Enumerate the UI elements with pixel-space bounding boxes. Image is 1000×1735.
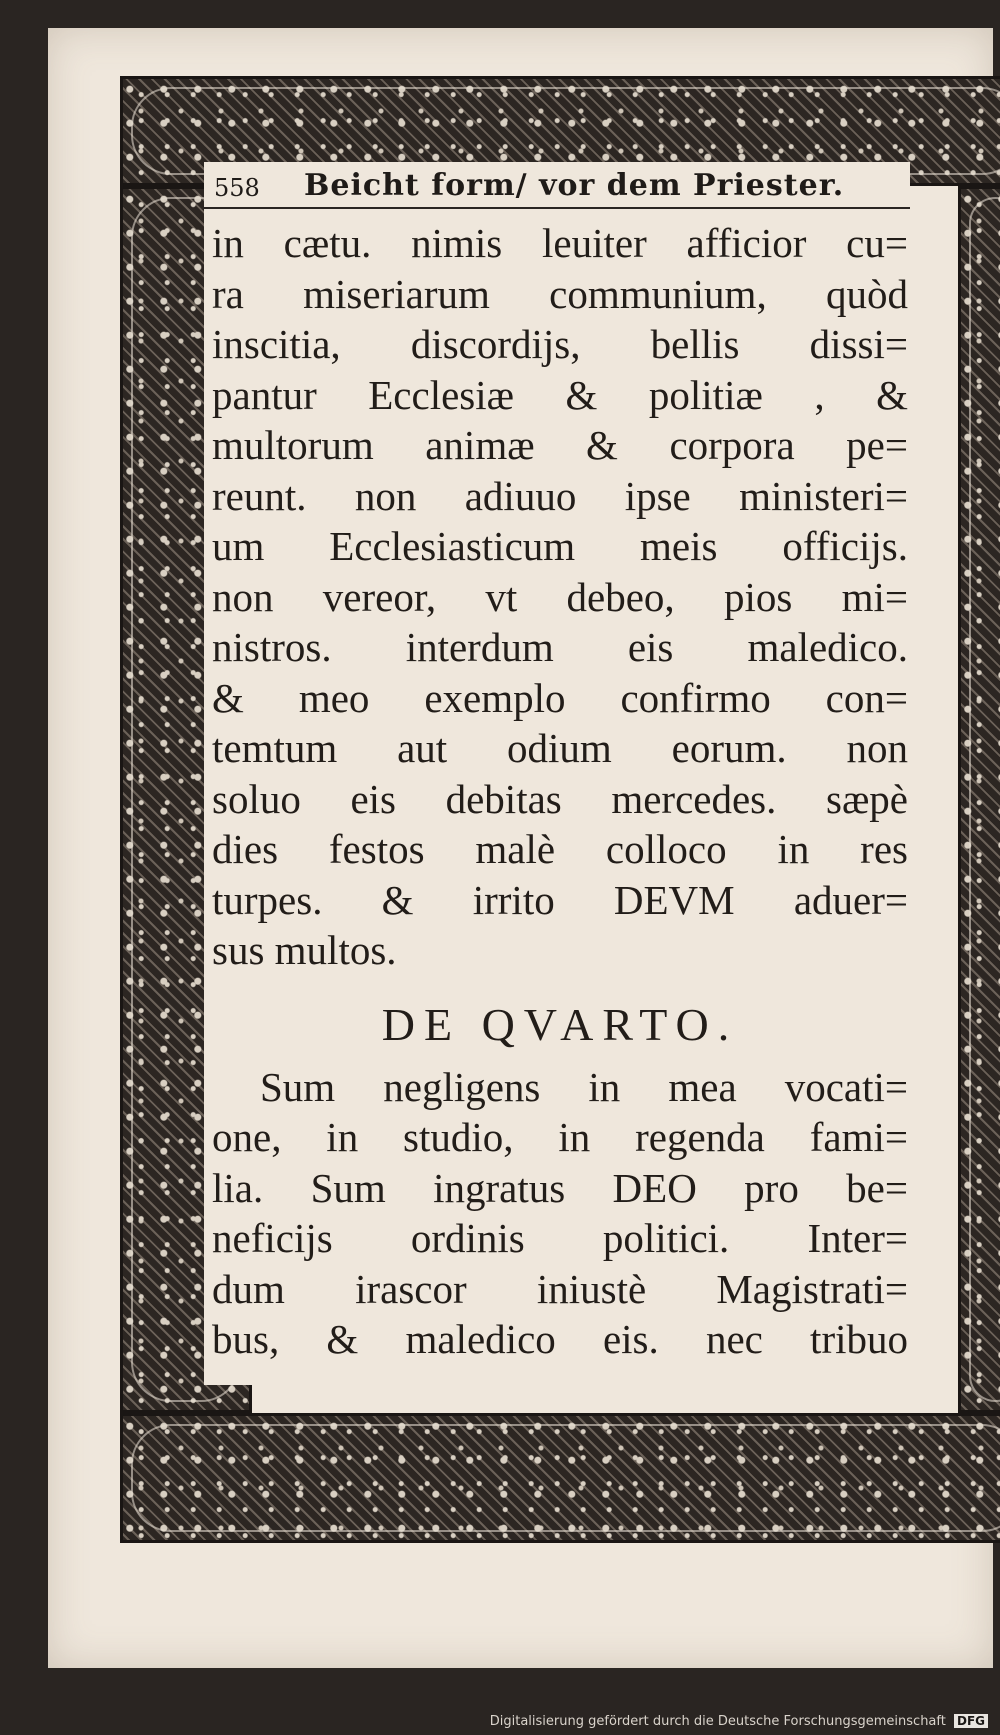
digitization-footer	[490, 1714, 988, 1729]
page-number: 558	[214, 174, 260, 202]
ornament-right-border	[958, 186, 1000, 1413]
text-line: um Ecclesiasticum meis officijs.	[212, 523, 908, 569]
text-line: in cætu. nimis leuiter afficior cu=	[212, 220, 908, 266]
text-line: bus, & maledico eis. nec tribuo	[212, 1316, 908, 1362]
text-line: pantur Ecclesiæ & politiæ , &	[212, 371, 908, 418]
text-line: ra miseriarum communium, quòd	[212, 270, 908, 317]
text-line: soluo eis debitas mercedes. sæpè	[212, 775, 908, 822]
dfg-logo: DFG	[954, 1714, 988, 1728]
text-line: temtum aut odium eorum. non	[212, 725, 908, 771]
text-line: dies festos malè colloco in res	[212, 826, 908, 872]
text-line: reunt. non adiuuo ipse ministeri=	[212, 472, 908, 519]
page-header	[204, 162, 910, 209]
text-line: non vereor, vt debeo, pios mi=	[212, 573, 908, 620]
text-block	[204, 162, 910, 1385]
text-line: nistros. interdum eis maledico.	[212, 624, 908, 670]
text-line: inscitia, discordijs, bellis dissi=	[212, 321, 908, 367]
section-heading: DE QVARTO.	[381, 998, 739, 1050]
text-line: multorum animæ & corpora pe=	[212, 422, 908, 468]
text-line: sus multos.	[212, 927, 397, 973]
text-line: one, in studio, in regenda fami=	[212, 1114, 908, 1160]
body-text	[212, 218, 908, 1365]
ornament-bottom-border	[120, 1413, 1000, 1543]
running-head: Beicht form/ vor dem Priester.	[304, 168, 845, 203]
text-line: lia. Sum ingratus DEO pro be=	[212, 1164, 908, 1211]
book-page	[48, 28, 993, 1668]
text-line: dum irascor iniustè Magistrati=	[212, 1265, 908, 1312]
text-line: turpes. & irrito DEVM aduer=	[212, 876, 908, 923]
footer-text: Digitalisierung gefördert durch die Deutsche Forschungsgemeinschaft	[489, 1714, 946, 1729]
text-line: Sum negligens in mea vocati=	[260, 1063, 908, 1110]
text-line: neficijs ordinis politici. Inter=	[212, 1215, 908, 1261]
text-line: & meo exemplo confirmo con=	[212, 674, 908, 721]
